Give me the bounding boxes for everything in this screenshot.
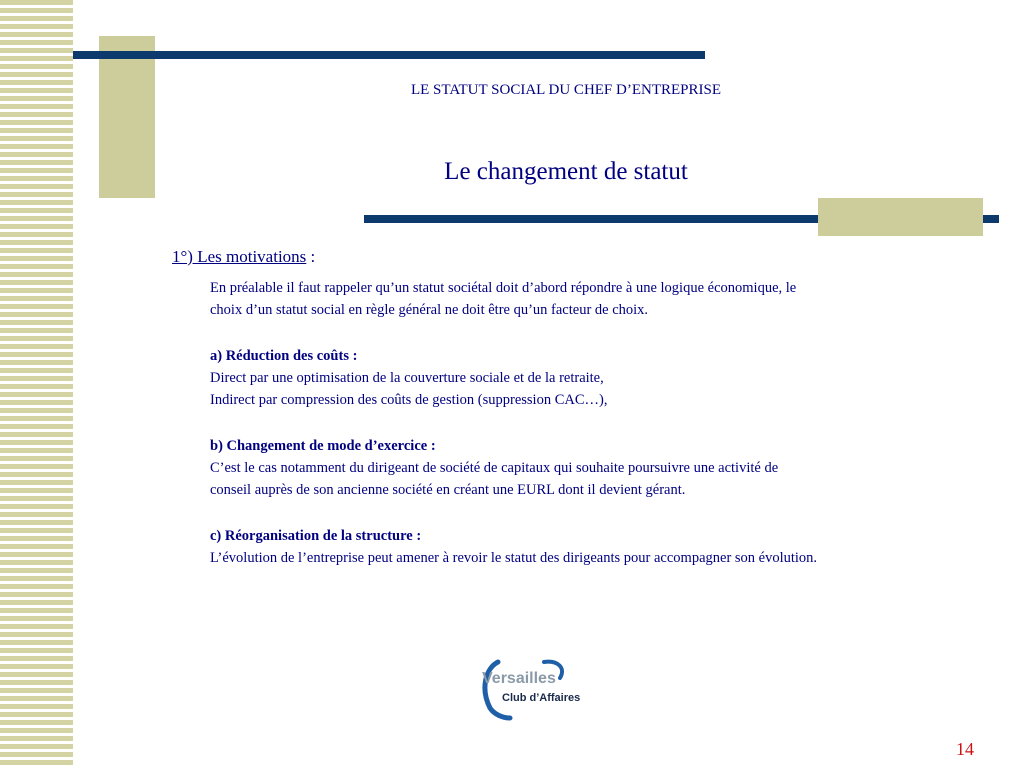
versailles-club-logo xyxy=(478,656,582,722)
slide-title: Le changement de statut xyxy=(444,158,688,185)
point-b-heading: b) Changement de mode d’exercice : xyxy=(210,438,436,454)
page-number: 14 xyxy=(956,739,974,759)
logo-text-club: Club d’Affaires xyxy=(502,692,581,704)
point-c-line: L’évolution de l’entreprise peut amener à revoir le statut des dirigeants pour accompagner son évolution. xyxy=(210,550,818,566)
section-heading-label: 1°) Les motivations xyxy=(172,247,307,266)
point-b-line: C’est le cas notamment du dirigeant de société de capitaux qui souhaite poursuivre une activité de xyxy=(210,460,779,476)
logo-text-versailles: Versailles xyxy=(482,670,556,687)
slide-subtitle: LE STATUT SOCIAL DU CHEF D’ENTREPRISE xyxy=(410,82,722,98)
point-c-heading: c) Réorganisation de la structure : xyxy=(210,528,422,544)
point-b-line: conseil auprès de son ancienne société en créant une EURL dont il devient gérant. xyxy=(210,482,686,498)
intro-line: En préalable il faut rappeler qu’un statut sociétal doit d’abord répondre à une logique économique, le xyxy=(210,280,797,296)
left-stripe-decoration xyxy=(0,0,73,768)
section-heading xyxy=(172,247,315,267)
top-rule-bar xyxy=(73,51,705,59)
point-a-line: Direct par une optimisation de la couverture sociale et de la retraite, xyxy=(210,370,604,386)
point-a-line: Indirect par compression des coûts de gestion (suppression CAC…), xyxy=(210,392,608,408)
top-accent-block xyxy=(99,36,155,198)
slide-body xyxy=(210,277,940,569)
right-accent-block xyxy=(818,198,983,236)
point-a-heading: a) Réduction des coûts : xyxy=(210,348,358,364)
section-heading-suffix: : xyxy=(306,247,316,266)
intro-line: choix d’un statut social en règle général ne doit être qu’un facteur de choix. xyxy=(210,302,649,318)
